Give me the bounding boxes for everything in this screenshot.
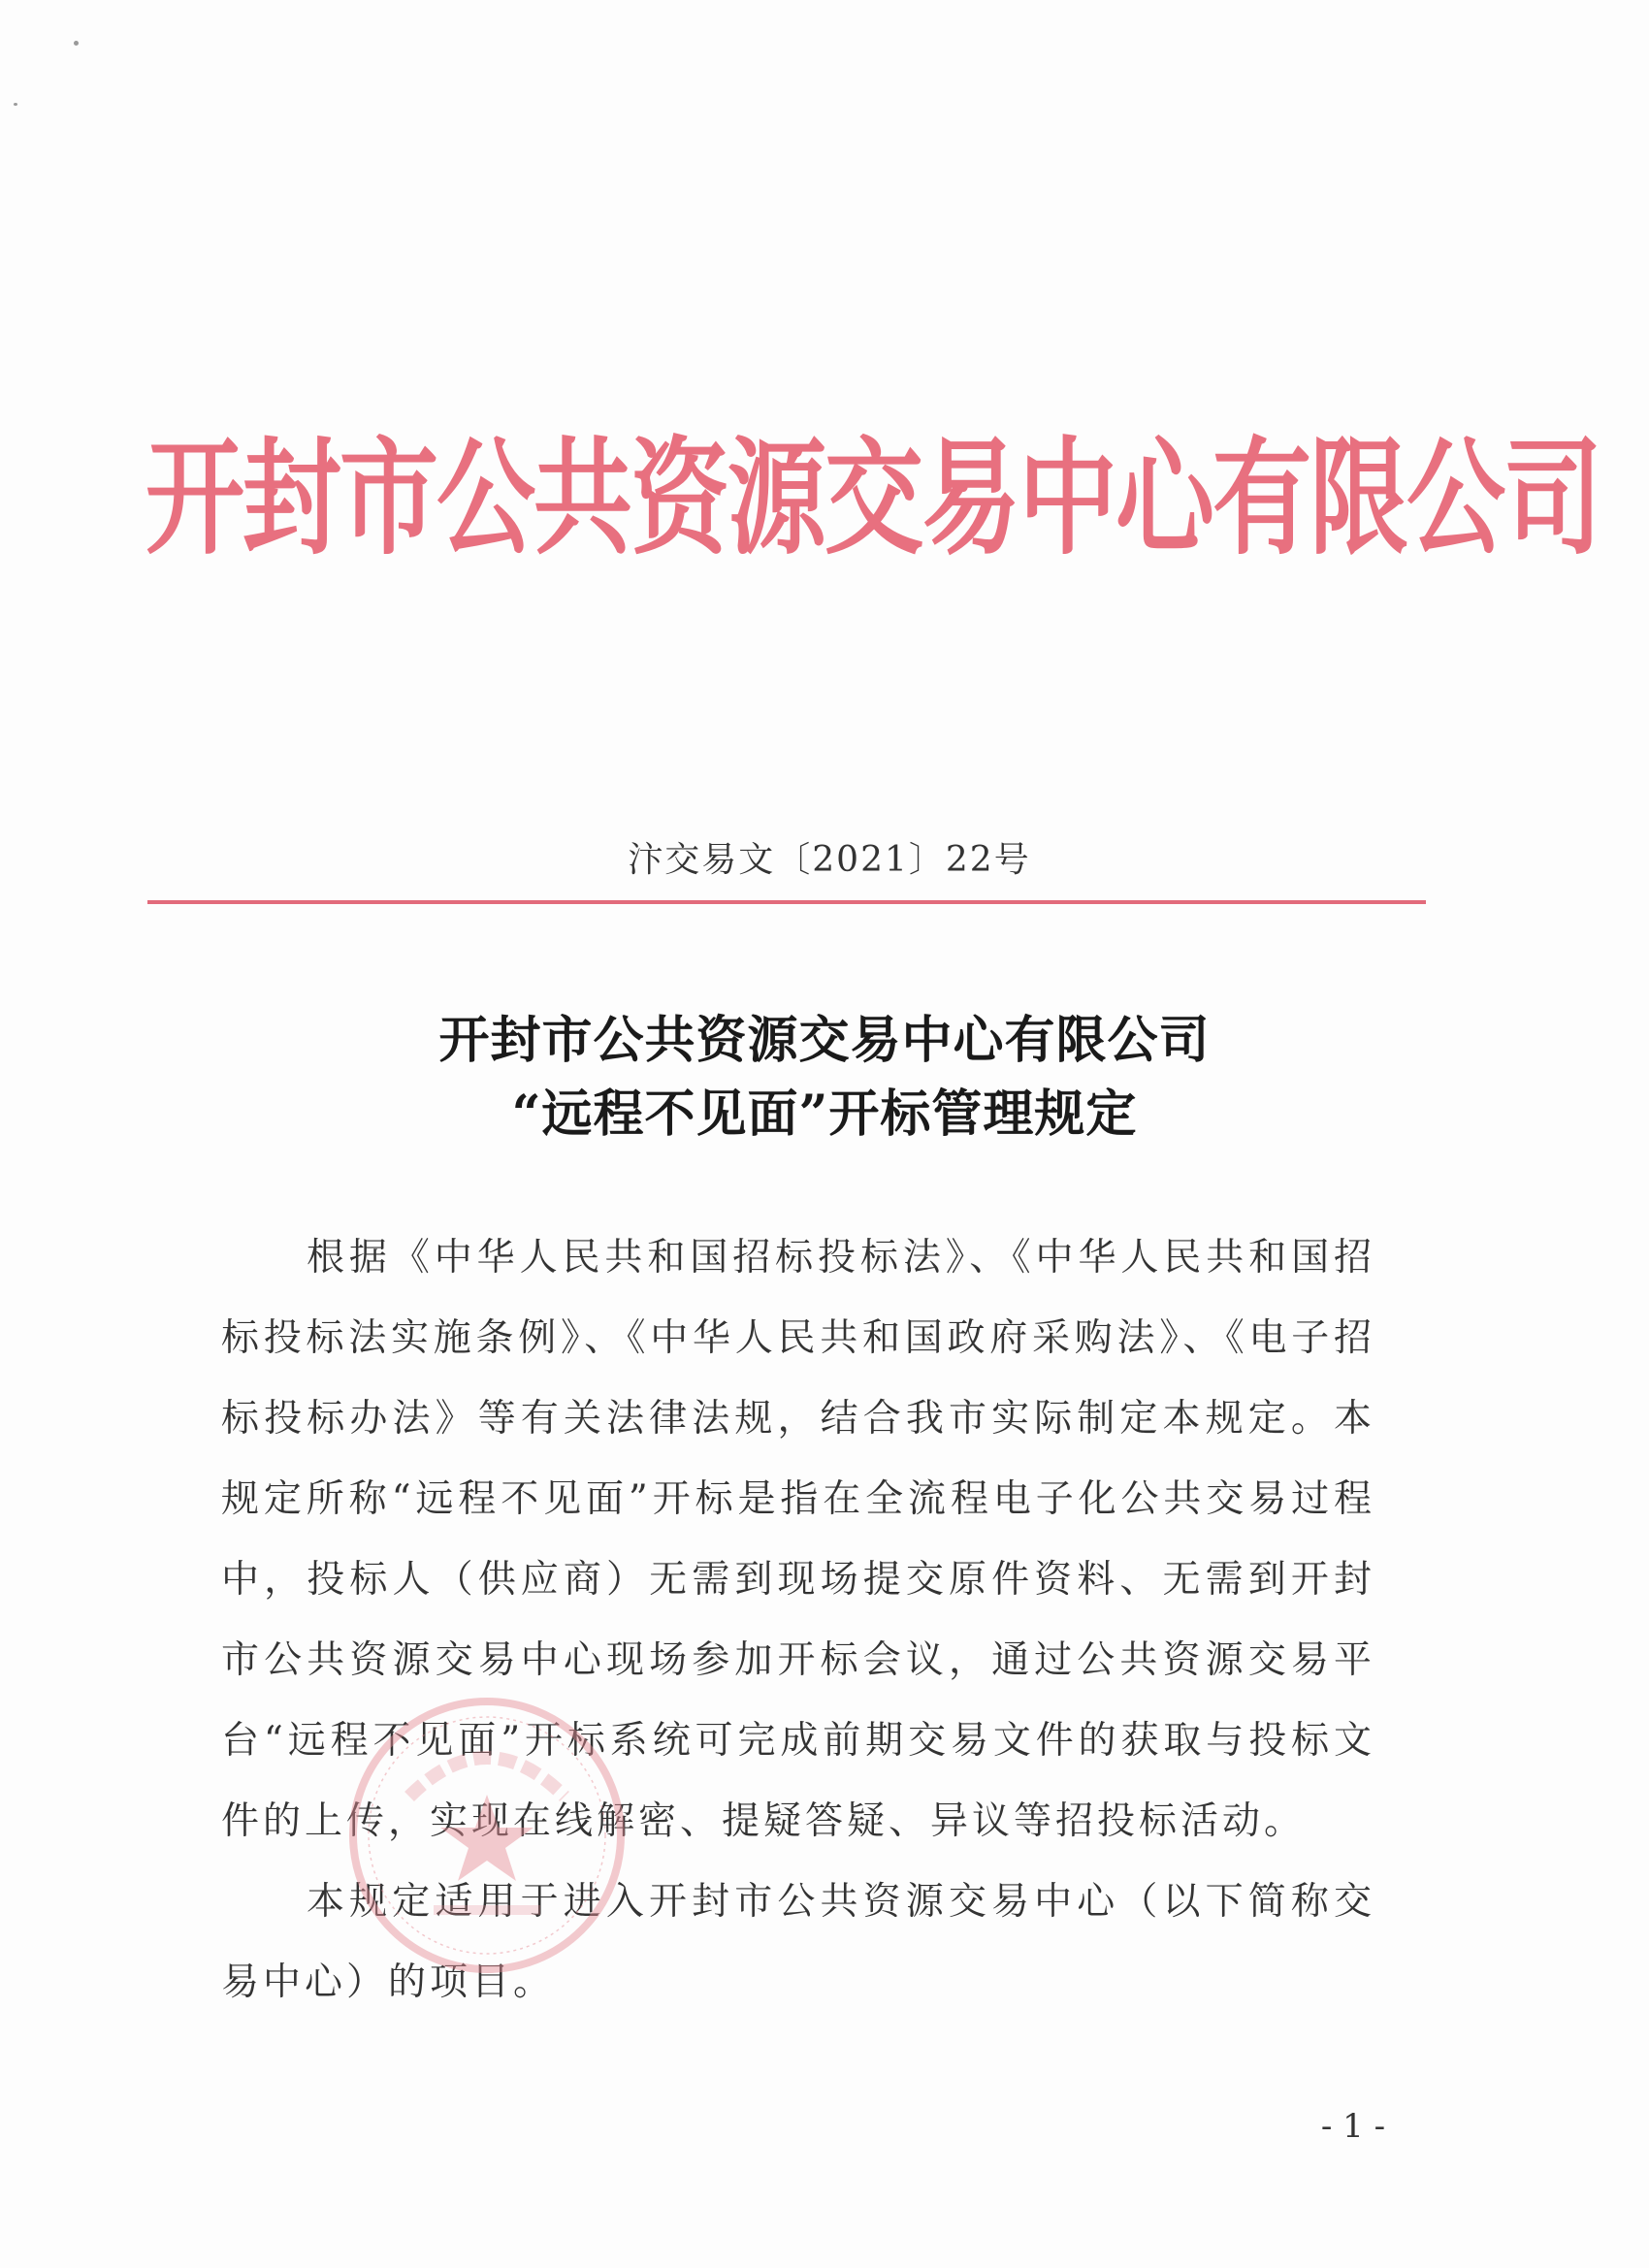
org-header-title: 开封市公共资源交易中心有限公司 [146, 425, 1600, 573]
scan-speck [14, 103, 17, 106]
scan-speck [74, 41, 79, 46]
document-title-line2: “远程不见面”开标管理规定 [511, 1085, 1138, 1144]
document-title-line1: 开封市公共资源交易中心有限公司 [438, 1011, 1211, 1070]
body-paragraph: 根据《中华人民共和国招标投标法》、《中华人民共和国招标投标法实施条例》、《中华人民共和国政府采购法》、《电子招标投标办法》等有关法律法规，结合我市实际制定本规定。本规定所称“远程不见面”开标是指在全流程电子化公共交易过程中，投标人（供应商）无需到现场提交原件资料、无需到开封市公共资源交易中心现场参加开标会议，通过公共资源交易平台“远程不见面”开标系统可完成前期交易文件的获取与投标文件的上传，实现在线解密、提疑答疑、异议等招投标活动。 [221, 1236, 1375, 1843]
header-divider [147, 900, 1426, 904]
page-number: - 1 - [1320, 2107, 1386, 2146]
document-number: 汴交易文〔2021〕22号 [628, 840, 1031, 880]
body-paragraph: 本规定适用于进入开封市公共资源交易中心（以下简称交易中心）的项目。 [221, 1880, 1375, 2004]
document-body [221, 1217, 1375, 2023]
